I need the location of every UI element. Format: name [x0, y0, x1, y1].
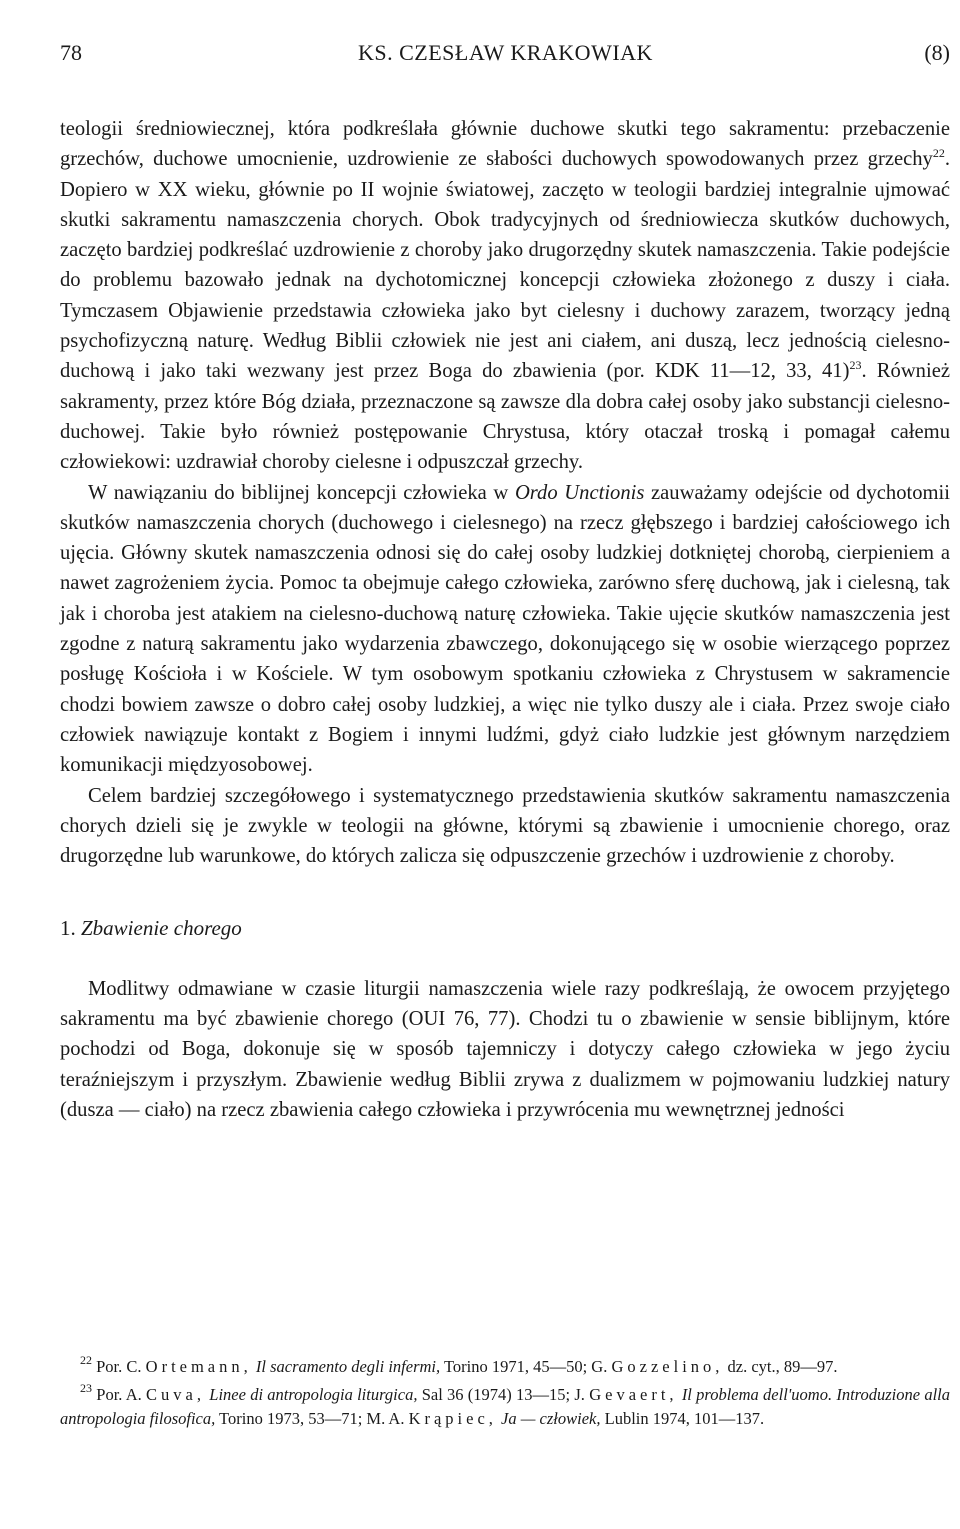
body-text	[60, 114, 950, 1125]
paragraph-1: teologii średniowiecznej, która podkreślała głównie duchowe skutki tego sakramentu: przebaczenie grzechów, duchowe umocnienie, uzdrowienie ze słabości duchowych spowodowanych przez grzechy$^{22}$. Dopiero w XX wieku, głównie po II wojnie światowej, zaczęto w teologii bardziej integralnie ujmować skutki sakramentu namaszczenia chorych. Obok tradycyjnych od średniowiecza skutków duchowych, zaczęto bardziej podkreślać uzdrowienie z choroby jako drugorzędny skutek namaszczenia. Takie podejście do problemu bazowało jednak na dychotomicznej koncepcji człowieka złożonego z duszy i ciała. Tymczasem Objawienie przedstawia człowieka jako byt cielesny i duchowy zarazem, tworzący jedną psychofizyczną naturę. Według Biblii człowiek nie jest ani ciałem, ani duszą, lecz jednością cielesno-duchową i jako taki wezwany jest przez Boga do zbawienia (por. KDK 11—12, 33, 41)$^{23}$. Również sakramenty, przez które Bóg działa, przeznaczone są zawsze dla dobra całej osoby jako substancji cielesno-duchowej. Takie było również postępowanie Chrystusa, który otaczał troską i pomagał całemu człowiekowi: uzdrawiał choroby cielesne i odpuszczał grzechy.	[60, 118, 950, 474]
section-heading: 1. Zbawienie chorego	[60, 916, 242, 941]
page-number: 78	[60, 40, 82, 65]
footnote-22: $^{22}$ Por. C. Ortemann, Il sacramento degli infermi, Torino 1971, 45—50; G. Gozzelino, dz. cyt., 89—97.	[80, 1353, 838, 1376]
running-header	[60, 40, 950, 80]
paragraph-3: Celem bardziej szczegółowego i systematycznego przedstawienia skutków sakramentu namaszczenia chorych dzieli się je zwykle w teologii na główne, którymi są zbawienie i umocnienie chorego, oraz drugorzędne lub warunkowe, do których zalicza się odpuszczenie grzechów i uzdrowienie z choroby.	[60, 784, 950, 868]
section-marker: (8)	[924, 40, 950, 65]
footnote-ref-22[interactable]: 22	[932, 146, 945, 161]
running-title: KS. CZESŁAW KRAKOWIAK	[358, 40, 653, 65]
footnote-23: $^{23}$ Por. A. Cuva, Linee di antropologia liturgica, Sal 36 (1974) 13—15; J. Gevaert, Il problema dell'uomo. Introduzione alla antropologia filosofica, Torino 1973, 53—71; M. A. Krąpiec, Ja — człowiek, Lublin 1974, 101—137.	[60, 1381, 950, 1428]
work-title: Ordo Unctionis	[514, 481, 645, 504]
paragraph-4: Modlitwy odmawiane w czasie liturgii namaszczenia wiele razy podkreślają, że owocem przyjętego sakramentu ma być zbawienie chorego (OUI 76, 77). Chodzi tu o zbawienie w sensie biblijnym, które pochodzi od Boga, dokonuje się w sposób tajemniczy i dotyczy całego człowieka w jego życiu teraźniejszym i przyszłym. Zbawienie według Biblii zrywa z dualizmem w pojmowaniu ludzkiej natury (dusza — ciało) na rzecz zbawienia całego człowieka i przywrócenia mu wewnętrznej jedności	[60, 977, 950, 1121]
footnote-ref-23[interactable]: 23	[849, 358, 862, 373]
paragraph-2: W nawiązaniu do biblijnej koncepcji człowieka w Ordo Unctionis zauważamy odejście od dychotomii skutków namaszczenia chorych (duchowego i cielesnego) na rzecz głębszego i bardziej całościowego ich ujęcia. Główny skutek namaszczenia odnosi się do całej osoby ludzkiej dotkniętej chorobą, cierpieniem a nawet zagrożeniem życia. Pomoc ta obejmuje całego człowieka, zarówno sferę duchową, jak i cielesną, tak jak i choroba jest atakiem na cielesno-duchową naturę człowieka. Takie ujęcie skutków namaszczenia jest zgodne z naturą sakramentu jako wydarzenia zbawczego, dokonującego się w osobie wierzącego poprzez posługę Kościoła i w Kościele. W tym osobowym spotkaniu człowieka z Chrystusem w sakramencie chodzi bowiem zawsze o dobro całej osoby ludzkiej, a więc nie tylko duszy ale i ciała. Przez swoje ciało człowiek nawiązuje kontakt z Bogiem i innymi ludźmi, gdyż ciało ludzkie jest głównym narzędziem komunikacji międzyosobowej.	[60, 481, 950, 777]
footnotes	[60, 1355, 950, 1435]
